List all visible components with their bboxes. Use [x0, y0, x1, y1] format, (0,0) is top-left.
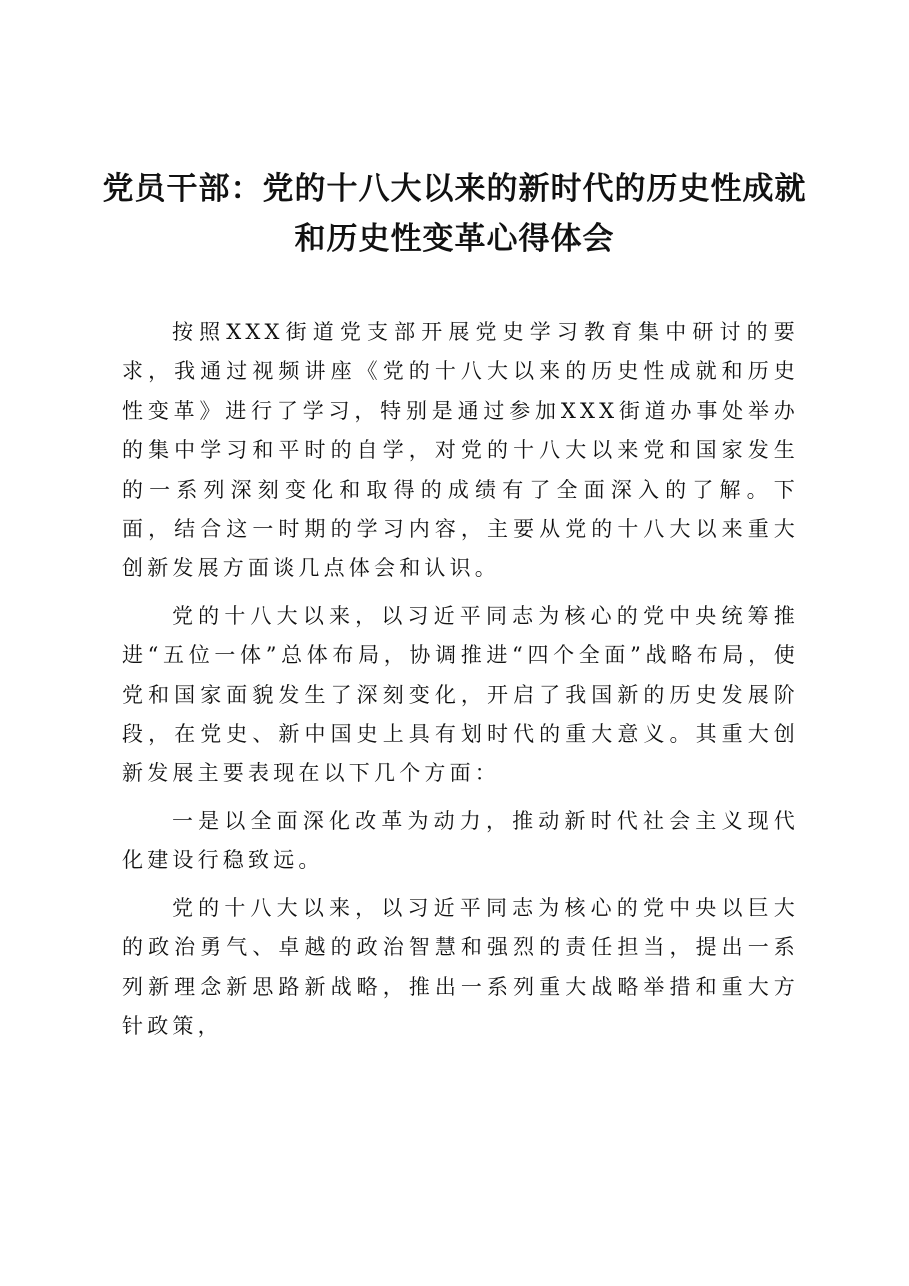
- document-body: [122, 313, 799, 1054]
- paragraph-point-one-heading: 一是以全面深化改革为动力，推动新时代社会主义现代化建设行稳致远。: [122, 808, 799, 873]
- paragraph-overview: 党的十八大以来，以习近平同志为核心的党中央统筹推进“五位一体”总体布局，协调推进“四个全面”战略布局，使党和国家面貌发生了深刻变化，开启了我国新的历史发展阶段，在党史、新中国史上具有划时代的重大意义。其重大创新发展主要表现在以下几个方面：: [122, 603, 799, 786]
- paragraph-intro: 按照XXX街道党支部开展党史学习教育集中研讨的要求，我通过视频讲座《党的十八大以来的历史性成就和历史性变革》进行了学习，特别是通过参加XXX街道办事处举办的集中学习和平时的自学，对党的十八大以来党和国家发生的一系列深刻变化和取得的成绩有了全面深入的了解。下面，结合这一时期的学习内容，主要从党的十八大以来重大创新发展方面谈几点体会和认识。: [122, 320, 799, 581]
- document-title: 党员干部：党的十八大以来的新时代的历史性成就和历史性变革心得体会: [102, 171, 807, 257]
- paragraph-point-one-body: 党的十八大以来，以习近平同志为核心的党中央以巨大的政治勇气、卓越的政治智慧和强烈的责任担当，提出一系列新理念新思路新战略，推出一系列重大战略举措和重大方针政策，: [122, 895, 799, 1038]
